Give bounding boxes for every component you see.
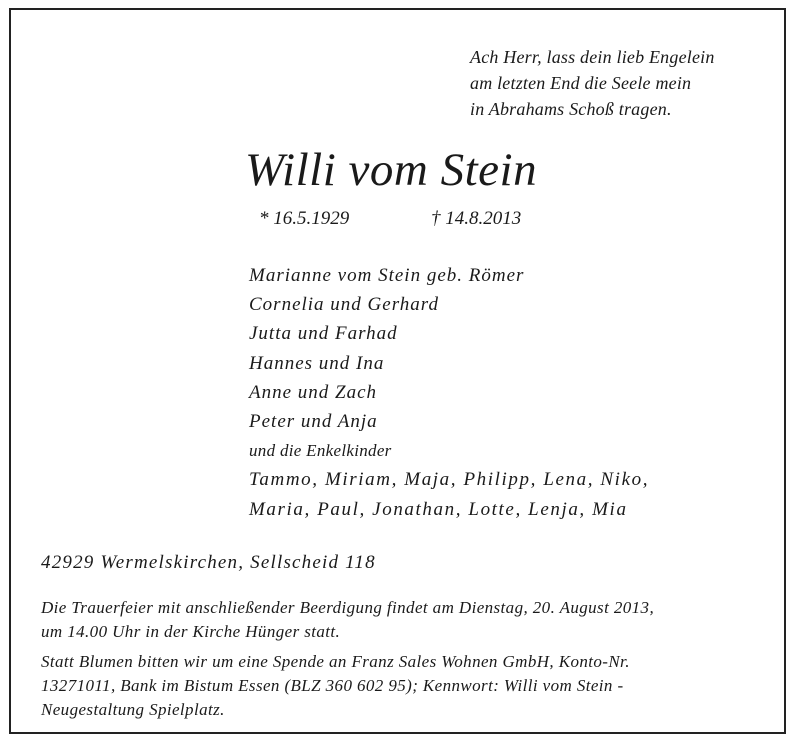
donation-info xyxy=(41,650,630,722)
grandchildren-intro: und die Enkelkinder xyxy=(249,441,392,461)
address: 42929 Wermelskirchen, Sellscheid 118 xyxy=(41,552,376,573)
deceased-name: Willi vom Stein xyxy=(245,144,538,196)
donation-line: Neugestaltung Spielplatz. xyxy=(41,700,225,719)
service-line: Die Trauerfeier mit anschließender Beerdigung findet am Dienstag, 20. August 2013, xyxy=(41,598,655,617)
family-member: Cornelia und Gerhard xyxy=(249,294,439,316)
donation-line: Statt Blumen bitten wir um eine Spende an Franz Sales Wohnen GmbH, Konto-Nr. xyxy=(41,652,630,671)
grandchildren-line: Tammo, Miriam, Maja, Philipp, Lena, Niko, xyxy=(249,469,650,491)
service-line: um 14.00 Uhr in der Kirche Hünger statt. xyxy=(41,622,341,641)
poem-line: am letzten End die Seele mein xyxy=(470,73,692,93)
poem-line: Ach Herr, lass dein lieb Engelein xyxy=(470,47,715,67)
family-member: Peter und Anja xyxy=(249,411,378,433)
family-list xyxy=(249,261,649,524)
poem-verse xyxy=(470,44,715,122)
poem-line: in Abrahams Schoß tragen. xyxy=(470,99,672,119)
birth-date: * 16.5.1929 xyxy=(259,208,350,229)
family-member: Jutta und Farhad xyxy=(249,323,398,345)
donation-line: 13271011, Bank im Bistum Essen (BLZ 360 602 95); Kennwort: Willi vom Stein - xyxy=(41,676,624,695)
family-member: Anne und Zach xyxy=(249,381,378,403)
service-info xyxy=(41,596,654,644)
grandchildren-line: Maria, Paul, Jonathan, Lotte, Lenja, Mia xyxy=(249,498,628,520)
family-member: Hannes und Ina xyxy=(249,352,385,374)
death-date: † 14.8.2013 xyxy=(431,208,522,229)
family-member: Marianne vom Stein geb. Römer xyxy=(249,265,525,286)
